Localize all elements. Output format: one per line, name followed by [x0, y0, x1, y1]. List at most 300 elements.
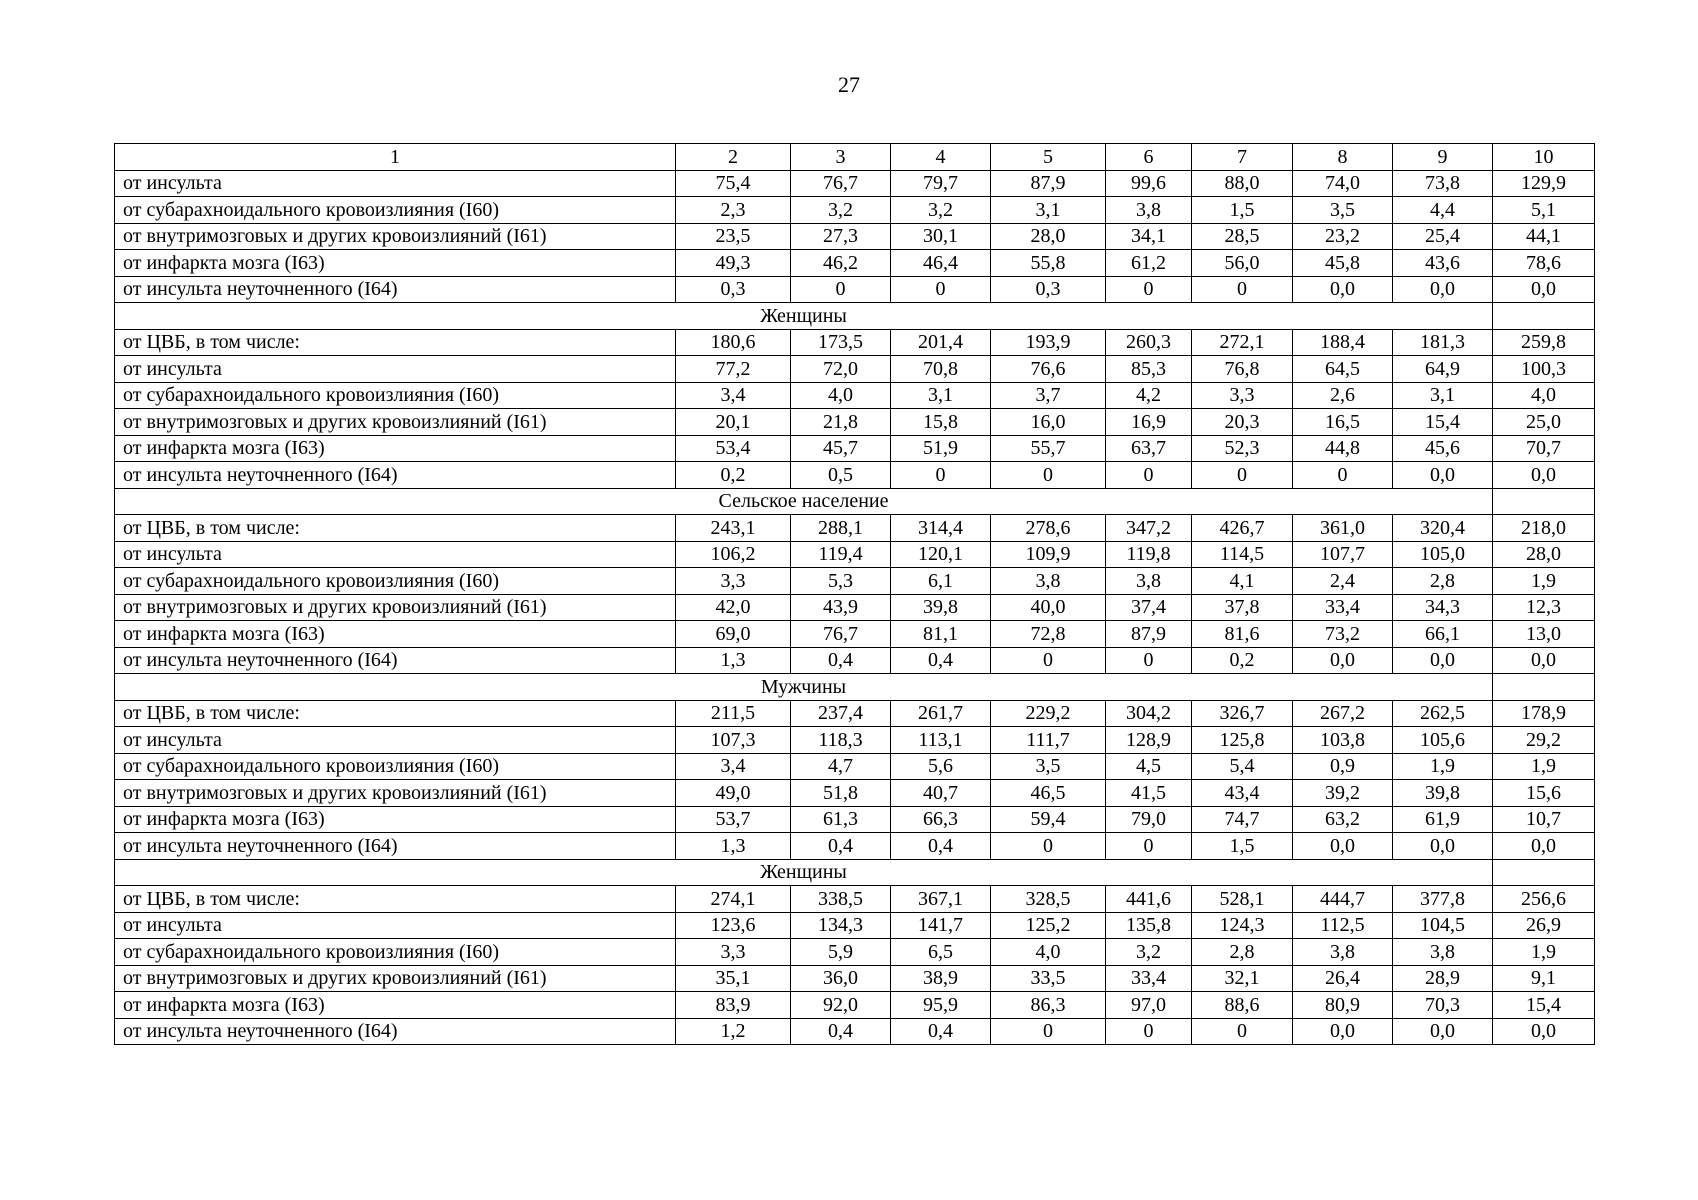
column-header: 10	[1493, 144, 1595, 171]
row-label: от инфаркта мозга (I63)	[115, 806, 676, 833]
value-cell: 70,3	[1393, 992, 1493, 1019]
value-cell: 105,0	[1393, 541, 1493, 568]
value-cell: 0	[1192, 1018, 1293, 1045]
value-cell: 40,7	[891, 780, 991, 807]
value-cell: 0,5	[791, 462, 891, 489]
value-cell: 16,5	[1293, 409, 1393, 436]
value-cell: 0,3	[676, 276, 791, 303]
value-cell: 103,8	[1293, 727, 1393, 754]
value-cell: 0,0	[1493, 462, 1595, 489]
value-cell: 34,1	[1106, 223, 1192, 250]
value-cell: 41,5	[1106, 780, 1192, 807]
table-row	[115, 1018, 1595, 1045]
value-cell: 0	[991, 1018, 1106, 1045]
value-cell: 125,2	[991, 912, 1106, 939]
table-row	[115, 329, 1595, 356]
value-cell: 181,3	[1393, 329, 1493, 356]
value-cell: 26,4	[1293, 965, 1393, 992]
value-cell: 272,1	[1192, 329, 1293, 356]
row-label: от инсульта	[115, 912, 676, 939]
value-cell: 3,2	[891, 197, 991, 224]
value-cell: 49,0	[676, 780, 791, 807]
row-label: от инсульта	[115, 170, 676, 197]
row-label: от субарахноидального кровоизлияния (I60)	[115, 753, 676, 780]
row-label: от внутримозговых и других кровоизлияний (I61)	[115, 409, 676, 436]
value-cell: 0,0	[1293, 1018, 1393, 1045]
value-cell: 73,2	[1293, 621, 1393, 648]
value-cell: 3,1	[991, 197, 1106, 224]
value-cell: 64,5	[1293, 356, 1393, 383]
value-cell: 3,4	[676, 753, 791, 780]
value-cell: 80,9	[1293, 992, 1393, 1019]
value-cell: 63,7	[1106, 435, 1192, 462]
value-cell: 0	[891, 276, 991, 303]
row-label: от ЦВБ, в том числе:	[115, 515, 676, 542]
value-cell: 178,9	[1493, 700, 1595, 727]
section-header-row	[115, 674, 1595, 701]
value-cell: 105,6	[1393, 727, 1493, 754]
value-cell: 56,0	[1192, 250, 1293, 277]
value-cell: 3,8	[1293, 939, 1393, 966]
value-cell: 100,3	[1493, 356, 1595, 383]
value-cell: 28,0	[991, 223, 1106, 250]
table-row	[115, 886, 1595, 913]
value-cell: 28,5	[1192, 223, 1293, 250]
value-cell: 262,5	[1393, 700, 1493, 727]
value-cell: 0,0	[1393, 276, 1493, 303]
table-row	[115, 806, 1595, 833]
value-cell: 23,5	[676, 223, 791, 250]
value-cell: 0,0	[1293, 276, 1393, 303]
value-cell: 4,5	[1106, 753, 1192, 780]
value-cell: 0,0	[1393, 833, 1493, 860]
value-cell: 23,2	[1293, 223, 1393, 250]
value-cell: 5,4	[1192, 753, 1293, 780]
table-row	[115, 621, 1595, 648]
column-header: 3	[791, 144, 891, 171]
value-cell: 32,1	[1192, 965, 1293, 992]
section-header-row	[115, 303, 1595, 330]
value-cell: 3,1	[1393, 382, 1493, 409]
value-cell: 2,8	[1192, 939, 1293, 966]
value-cell: 441,6	[1106, 886, 1192, 913]
table-row	[115, 939, 1595, 966]
value-cell: 43,9	[791, 594, 891, 621]
value-cell: 1,3	[676, 647, 791, 674]
row-label: от инсульта	[115, 541, 676, 568]
row-label: от инсульта	[115, 356, 676, 383]
value-cell: 0	[1106, 833, 1192, 860]
value-cell: 4,0	[991, 939, 1106, 966]
value-cell: 1,2	[676, 1018, 791, 1045]
section-empty-cell	[1493, 488, 1595, 515]
value-cell: 0	[1192, 462, 1293, 489]
statistics-table	[114, 143, 1595, 1045]
value-cell: 426,7	[1192, 515, 1293, 542]
value-cell: 0,0	[1293, 647, 1393, 674]
value-cell: 79,0	[1106, 806, 1192, 833]
value-cell: 0,4	[791, 647, 891, 674]
row-label: от инфаркта мозга (I63)	[115, 621, 676, 648]
row-label: от ЦВБ, в том числе:	[115, 329, 676, 356]
value-cell: 3,2	[791, 197, 891, 224]
value-cell: 347,2	[1106, 515, 1192, 542]
value-cell: 0	[991, 462, 1106, 489]
value-cell: 104,5	[1393, 912, 1493, 939]
value-cell: 78,6	[1493, 250, 1595, 277]
column-header: 7	[1192, 144, 1293, 171]
value-cell: 0,0	[1493, 1018, 1595, 1045]
value-cell: 111,7	[991, 727, 1106, 754]
table-row	[115, 435, 1595, 462]
value-cell: 2,6	[1293, 382, 1393, 409]
value-cell: 51,9	[891, 435, 991, 462]
table-row	[115, 700, 1595, 727]
row-label: от субарахноидального кровоизлияния (I60)	[115, 382, 676, 409]
value-cell: 59,4	[991, 806, 1106, 833]
table-row	[115, 382, 1595, 409]
value-cell: 28,9	[1393, 965, 1493, 992]
value-cell: 129,9	[1493, 170, 1595, 197]
value-cell: 5,1	[1493, 197, 1595, 224]
value-cell: 128,9	[1106, 727, 1192, 754]
value-cell: 99,6	[1106, 170, 1192, 197]
value-cell: 4,0	[791, 382, 891, 409]
value-cell: 304,2	[1106, 700, 1192, 727]
value-cell: 0	[991, 833, 1106, 860]
section-empty-cell	[1493, 859, 1595, 886]
value-cell: 30,1	[891, 223, 991, 250]
value-cell: 123,6	[676, 912, 791, 939]
value-cell: 2,8	[1393, 568, 1493, 595]
value-cell: 4,4	[1393, 197, 1493, 224]
value-cell: 288,1	[791, 515, 891, 542]
value-cell: 3,5	[1293, 197, 1393, 224]
value-cell: 88,6	[1192, 992, 1293, 1019]
row-label: от внутримозговых и других кровоизлияний (I61)	[115, 965, 676, 992]
value-cell: 3,8	[991, 568, 1106, 595]
column-header: 4	[891, 144, 991, 171]
value-cell: 39,8	[1393, 780, 1493, 807]
value-cell: 76,7	[791, 621, 891, 648]
table-row	[115, 992, 1595, 1019]
value-cell: 326,7	[1192, 700, 1293, 727]
value-cell: 141,7	[891, 912, 991, 939]
value-cell: 3,4	[676, 382, 791, 409]
table-row	[115, 912, 1595, 939]
value-cell: 92,0	[791, 992, 891, 1019]
value-cell: 0,4	[791, 833, 891, 860]
value-cell: 444,7	[1293, 886, 1393, 913]
row-label: от субарахноидального кровоизлияния (I60)	[115, 939, 676, 966]
value-cell: 1,3	[676, 833, 791, 860]
value-cell: 112,5	[1293, 912, 1393, 939]
table-row	[115, 647, 1595, 674]
value-cell: 21,8	[791, 409, 891, 436]
value-cell: 0,4	[891, 833, 991, 860]
value-cell: 3,5	[991, 753, 1106, 780]
value-cell: 107,7	[1293, 541, 1393, 568]
value-cell: 39,8	[891, 594, 991, 621]
value-cell: 107,3	[676, 727, 791, 754]
row-label: от инфаркта мозга (I63)	[115, 435, 676, 462]
value-cell: 260,3	[1106, 329, 1192, 356]
value-cell: 0	[1106, 1018, 1192, 1045]
value-cell: 256,6	[1493, 886, 1595, 913]
table-row	[115, 727, 1595, 754]
value-cell: 74,0	[1293, 170, 1393, 197]
value-cell: 1,9	[1493, 753, 1595, 780]
value-cell: 4,0	[1493, 382, 1595, 409]
value-cell: 188,4	[1293, 329, 1393, 356]
table-row	[115, 197, 1595, 224]
value-cell: 38,9	[891, 965, 991, 992]
value-cell: 33,4	[1106, 965, 1192, 992]
value-cell: 528,1	[1192, 886, 1293, 913]
value-cell: 261,7	[891, 700, 991, 727]
value-cell: 61,3	[791, 806, 891, 833]
value-cell: 25,0	[1493, 409, 1595, 436]
value-cell: 0,0	[1393, 647, 1493, 674]
row-label: от инфаркта мозга (I63)	[115, 992, 676, 1019]
value-cell: 229,2	[991, 700, 1106, 727]
column-header: 9	[1393, 144, 1493, 171]
value-cell: 0,2	[1192, 647, 1293, 674]
table-row	[115, 833, 1595, 860]
table-row	[115, 276, 1595, 303]
value-cell: 16,9	[1106, 409, 1192, 436]
value-cell: 34,3	[1393, 594, 1493, 621]
value-cell: 73,8	[1393, 170, 1493, 197]
value-cell: 43,4	[1192, 780, 1293, 807]
value-cell: 3,3	[1192, 382, 1293, 409]
value-cell: 15,8	[891, 409, 991, 436]
value-cell: 16,0	[991, 409, 1106, 436]
value-cell: 55,7	[991, 435, 1106, 462]
value-cell: 361,0	[1293, 515, 1393, 542]
value-cell: 4,7	[791, 753, 891, 780]
value-cell: 3,1	[891, 382, 991, 409]
value-cell: 44,8	[1293, 435, 1393, 462]
value-cell: 87,9	[991, 170, 1106, 197]
value-cell: 3,3	[676, 939, 791, 966]
table-row	[115, 223, 1595, 250]
value-cell: 81,6	[1192, 621, 1293, 648]
value-cell: 2,4	[1293, 568, 1393, 595]
value-cell: 0	[1192, 276, 1293, 303]
section-title: Сельское население	[115, 488, 1493, 515]
value-cell: 3,8	[1393, 939, 1493, 966]
value-cell: 27,3	[791, 223, 891, 250]
value-cell: 29,2	[1493, 727, 1595, 754]
column-header: 2	[676, 144, 791, 171]
section-header-row	[115, 859, 1595, 886]
value-cell: 119,8	[1106, 541, 1192, 568]
table-row	[115, 409, 1595, 436]
value-cell: 0	[991, 647, 1106, 674]
value-cell: 46,4	[891, 250, 991, 277]
page-number: 27	[838, 72, 860, 97]
value-cell: 274,1	[676, 886, 791, 913]
value-cell: 211,5	[676, 700, 791, 727]
value-cell: 0,3	[991, 276, 1106, 303]
value-cell: 85,3	[1106, 356, 1192, 383]
value-cell: 10,7	[1493, 806, 1595, 833]
value-cell: 77,2	[676, 356, 791, 383]
value-cell: 180,6	[676, 329, 791, 356]
value-cell: 81,1	[891, 621, 991, 648]
value-cell: 201,4	[891, 329, 991, 356]
value-cell: 5,9	[791, 939, 891, 966]
value-cell: 218,0	[1493, 515, 1595, 542]
value-cell: 70,7	[1493, 435, 1595, 462]
value-cell: 52,3	[1192, 435, 1293, 462]
row-label: от внутримозговых и других кровоизлияний (I61)	[115, 780, 676, 807]
value-cell: 377,8	[1393, 886, 1493, 913]
row-label: от инсульта неуточненного (I64)	[115, 1018, 676, 1045]
value-cell: 87,9	[1106, 621, 1192, 648]
value-cell: 26,9	[1493, 912, 1595, 939]
value-cell: 28,0	[1493, 541, 1595, 568]
value-cell: 36,0	[791, 965, 891, 992]
value-cell: 46,5	[991, 780, 1106, 807]
header-row	[115, 144, 1595, 171]
value-cell: 53,4	[676, 435, 791, 462]
value-cell: 0,9	[1293, 753, 1393, 780]
value-cell: 0,0	[1293, 833, 1393, 860]
value-cell: 0,0	[1393, 1018, 1493, 1045]
value-cell: 0	[1106, 647, 1192, 674]
value-cell: 338,5	[791, 886, 891, 913]
row-label: от инсульта неуточненного (I64)	[115, 647, 676, 674]
value-cell: 193,9	[991, 329, 1106, 356]
section-empty-cell	[1493, 674, 1595, 701]
value-cell: 267,2	[1293, 700, 1393, 727]
table-row	[115, 250, 1595, 277]
value-cell: 243,1	[676, 515, 791, 542]
value-cell: 278,6	[991, 515, 1106, 542]
value-cell: 69,0	[676, 621, 791, 648]
value-cell: 2,3	[676, 197, 791, 224]
table-row	[115, 170, 1595, 197]
value-cell: 0,0	[1493, 833, 1595, 860]
column-header: 6	[1106, 144, 1192, 171]
row-label: от инсульта неуточненного (I64)	[115, 462, 676, 489]
value-cell: 12,3	[1493, 594, 1595, 621]
value-cell: 314,4	[891, 515, 991, 542]
value-cell: 66,3	[891, 806, 991, 833]
value-cell: 124,3	[1192, 912, 1293, 939]
value-cell: 320,4	[1393, 515, 1493, 542]
value-cell: 1,9	[1493, 939, 1595, 966]
value-cell: 39,2	[1293, 780, 1393, 807]
value-cell: 86,3	[991, 992, 1106, 1019]
section-title: Женщины	[115, 303, 1493, 330]
value-cell: 3,2	[1106, 939, 1192, 966]
table-row	[115, 753, 1595, 780]
row-label: от инсульта неуточненного (I64)	[115, 833, 676, 860]
value-cell: 43,6	[1393, 250, 1493, 277]
value-cell: 83,9	[676, 992, 791, 1019]
value-cell: 70,8	[891, 356, 991, 383]
value-cell: 109,9	[991, 541, 1106, 568]
value-cell: 1,5	[1192, 833, 1293, 860]
value-cell: 15,4	[1393, 409, 1493, 436]
value-cell: 5,3	[791, 568, 891, 595]
value-cell: 119,4	[791, 541, 891, 568]
table-row	[115, 780, 1595, 807]
value-cell: 49,3	[676, 250, 791, 277]
table-row	[115, 541, 1595, 568]
value-cell: 63,2	[1293, 806, 1393, 833]
value-cell: 88,0	[1192, 170, 1293, 197]
value-cell: 0	[1106, 276, 1192, 303]
value-cell: 328,5	[991, 886, 1106, 913]
value-cell: 3,3	[676, 568, 791, 595]
value-cell: 367,1	[891, 886, 991, 913]
value-cell: 97,0	[1106, 992, 1192, 1019]
value-cell: 44,1	[1493, 223, 1595, 250]
value-cell: 118,3	[791, 727, 891, 754]
row-label: от субарахноидального кровоизлияния (I60)	[115, 568, 676, 595]
value-cell: 76,6	[991, 356, 1106, 383]
value-cell: 0	[1106, 462, 1192, 489]
table-row	[115, 356, 1595, 383]
row-label: от внутримозговых и других кровоизлияний (I61)	[115, 223, 676, 250]
row-label: от внутримозговых и других кровоизлияний (I61)	[115, 594, 676, 621]
table-row	[115, 462, 1595, 489]
value-cell: 61,9	[1393, 806, 1493, 833]
value-cell: 61,2	[1106, 250, 1192, 277]
value-cell: 15,6	[1493, 780, 1595, 807]
value-cell: 13,0	[1493, 621, 1595, 648]
table-row	[115, 515, 1595, 542]
row-label: от инсульта неуточненного (I64)	[115, 276, 676, 303]
table-row	[115, 594, 1595, 621]
value-cell: 3,8	[1106, 568, 1192, 595]
value-cell: 20,1	[676, 409, 791, 436]
row-label: от инфаркта мозга (I63)	[115, 250, 676, 277]
value-cell: 95,9	[891, 992, 991, 1019]
value-cell: 0,0	[1493, 276, 1595, 303]
value-cell: 37,8	[1192, 594, 1293, 621]
value-cell: 51,8	[791, 780, 891, 807]
value-cell: 259,8	[1493, 329, 1595, 356]
value-cell: 6,1	[891, 568, 991, 595]
value-cell: 55,8	[991, 250, 1106, 277]
value-cell: 9,1	[1493, 965, 1595, 992]
value-cell: 5,6	[891, 753, 991, 780]
value-cell: 64,9	[1393, 356, 1493, 383]
value-cell: 35,1	[676, 965, 791, 992]
value-cell: 33,5	[991, 965, 1106, 992]
value-cell: 0,4	[891, 1018, 991, 1045]
value-cell: 76,7	[791, 170, 891, 197]
value-cell: 66,1	[1393, 621, 1493, 648]
row-label: от субарахноидального кровоизлияния (I60)	[115, 197, 676, 224]
value-cell: 37,4	[1106, 594, 1192, 621]
table-row	[115, 568, 1595, 595]
value-cell: 106,2	[676, 541, 791, 568]
value-cell: 3,7	[991, 382, 1106, 409]
value-cell: 74,7	[1192, 806, 1293, 833]
value-cell: 134,3	[791, 912, 891, 939]
value-cell: 72,0	[791, 356, 891, 383]
value-cell: 0,0	[1493, 647, 1595, 674]
value-cell: 113,1	[891, 727, 991, 754]
value-cell: 125,8	[1192, 727, 1293, 754]
value-cell: 42,0	[676, 594, 791, 621]
